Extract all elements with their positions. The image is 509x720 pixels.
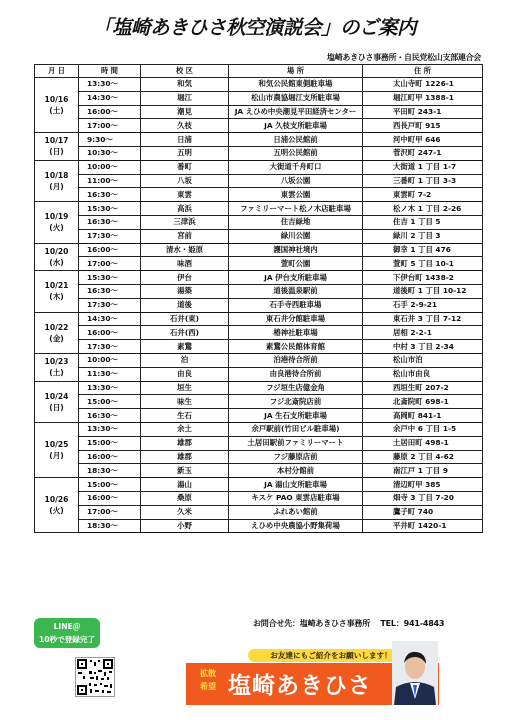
event-time: 15:00～ <box>79 478 141 492</box>
event-address: 居相 2-2-1 <box>363 326 483 340</box>
event-address: 堀江町甲 1388-1 <box>363 91 483 105</box>
event-place: 護国神社境内 <box>229 243 363 257</box>
event-time: 17:00～ <box>79 505 141 519</box>
event-place: JA えひめ中央潮見平田経済センター <box>229 105 363 119</box>
event-place: 大街道千舟町口 <box>229 160 363 174</box>
table-row <box>35 491 483 505</box>
event-district: 湯山 <box>141 478 229 492</box>
event-time: 10:30～ <box>79 146 141 160</box>
table-row <box>35 146 483 160</box>
event-district: 素鵞 <box>141 340 229 354</box>
event-district: 八坂 <box>141 174 229 188</box>
event-date-cell <box>35 133 79 161</box>
event-address: 萱町 5 丁目 10-1 <box>363 257 483 271</box>
event-address: 西長戸町 915 <box>363 119 483 133</box>
table-row <box>35 381 483 395</box>
event-time: 16:30～ <box>79 215 141 229</box>
table-row <box>35 215 483 229</box>
event-place: ふれあい館前 <box>229 505 363 519</box>
event-address: 西垣生町 207-2 <box>363 381 483 395</box>
event-place: 五明公民館前 <box>229 146 363 160</box>
table-row <box>35 243 483 257</box>
event-district: 堀江 <box>141 91 229 105</box>
event-district: 雄郡 <box>141 436 229 450</box>
event-address: 太山寺町 1226-1 <box>363 78 483 92</box>
header-district: 校 区 <box>141 65 229 78</box>
event-time: 16:00～ <box>79 491 141 505</box>
event-place: ファミリーマート松ノ木店駐車場 <box>229 202 363 216</box>
event-time: 15:30～ <box>79 271 141 285</box>
event-district: 和気 <box>141 78 229 92</box>
event-place: 素鵞公民館体育館 <box>229 340 363 354</box>
event-district: 高浜 <box>141 202 229 216</box>
event-district: 清水・姫原 <box>141 243 229 257</box>
event-district: 宮前 <box>141 229 229 243</box>
event-date: 10/17 <box>44 136 69 146</box>
event-time: 16:00～ <box>79 105 141 119</box>
event-weekday: (木) <box>49 292 64 302</box>
event-weekday: (土) <box>49 106 64 116</box>
event-place: 余戸駅前(竹田ビル駐車場) <box>229 422 363 436</box>
event-address: 土居田町 498-1 <box>363 436 483 450</box>
event-district: 久米 <box>141 505 229 519</box>
event-place: フジ藤原店前 <box>229 450 363 464</box>
table-row <box>35 478 483 492</box>
event-date: 10/23 <box>44 357 69 367</box>
event-place: 八坂公園 <box>229 174 363 188</box>
event-address: 住吉 1 丁目 5 <box>363 215 483 229</box>
table-header-row <box>35 65 483 78</box>
table-row <box>35 119 483 133</box>
event-address: 清辺町甲 385 <box>363 478 483 492</box>
contact-info: お問合せ先：塩崎あきひさ事務所 TEL：941-4843 <box>253 619 445 628</box>
table-row <box>35 505 483 519</box>
event-district: 久枝 <box>141 119 229 133</box>
schedule-body <box>35 78 483 533</box>
event-place: 住吉緑地 <box>229 215 363 229</box>
table-row <box>35 353 483 367</box>
event-place: JA 伊台支所駐車場 <box>229 271 363 285</box>
event-district: 三津浜 <box>141 215 229 229</box>
event-date-cell <box>35 312 79 353</box>
table-row <box>35 91 483 105</box>
event-weekday: (日) <box>49 147 64 157</box>
table-row <box>35 326 483 340</box>
event-address: 三番町 1 丁目 3-3 <box>363 174 483 188</box>
table-row <box>35 409 483 423</box>
event-place: 石手寺西駐車場 <box>229 298 363 312</box>
table-row <box>35 284 483 298</box>
event-district: 石井(東) <box>141 312 229 326</box>
candidate-photo <box>392 641 438 705</box>
event-place: 土居田駅前ファミリーマート <box>229 436 363 450</box>
event-address: 南江戸 1 丁目 9 <box>363 464 483 478</box>
event-time: 17:30～ <box>79 229 141 243</box>
event-address: 石手 2-9-21 <box>363 298 483 312</box>
event-date: 10/20 <box>44 246 69 256</box>
event-date: 10/21 <box>44 281 69 291</box>
event-district: 日浦 <box>141 133 229 147</box>
event-district: 道後 <box>141 298 229 312</box>
header-address: 住 所 <box>363 65 483 78</box>
table-row <box>35 160 483 174</box>
event-date: 10/19 <box>44 212 69 222</box>
event-date-cell <box>35 78 79 133</box>
table-row <box>35 464 483 478</box>
event-time: 13:30～ <box>79 422 141 436</box>
line-badge-subtitle: 10秒で登録完了 <box>38 635 96 644</box>
event-district: 由良 <box>141 367 229 381</box>
event-place: フジ垣生店億金角 <box>229 381 363 395</box>
spread-request-label <box>194 667 222 699</box>
event-district: 雄郡 <box>141 450 229 464</box>
event-district: 味酒 <box>141 257 229 271</box>
event-place: JA 生石支所駐車場 <box>229 409 363 423</box>
event-weekday: (月) <box>49 181 64 191</box>
event-district: 余土 <box>141 422 229 436</box>
event-address: 平田町 243-1 <box>363 105 483 119</box>
event-weekday: (月) <box>49 451 64 461</box>
event-time: 11:30～ <box>79 367 141 381</box>
event-time: 18:30～ <box>79 519 141 533</box>
event-place: 日浦公民館前 <box>229 133 363 147</box>
table-row <box>35 340 483 354</box>
event-time: 13:30～ <box>79 78 141 92</box>
event-district: 生石 <box>141 409 229 423</box>
event-time: 10:00～ <box>79 353 141 367</box>
event-time: 10:00～ <box>79 160 141 174</box>
event-weekday: (水) <box>49 257 64 267</box>
qr-code-image <box>76 658 114 696</box>
event-place: 由良港待合所前 <box>229 367 363 381</box>
event-time: 15:00～ <box>79 436 141 450</box>
event-time: 16:30～ <box>79 409 141 423</box>
event-time: 17:30～ <box>79 298 141 312</box>
event-address: 道後町 1 丁目 10-12 <box>363 284 483 298</box>
table-row <box>35 271 483 285</box>
table-row <box>35 78 483 92</box>
event-address: 藤原 2 丁目 4-62 <box>363 450 483 464</box>
event-date-cell <box>35 353 79 381</box>
qr-code[interactable] <box>75 657 115 697</box>
banner-tagline: お友達にもご紹介をお願いします！ <box>248 649 414 662</box>
event-time: 9:30～ <box>79 133 141 147</box>
schedule-table <box>34 64 483 533</box>
event-district: 湯築 <box>141 284 229 298</box>
event-weekday: (土) <box>49 368 64 378</box>
event-address: 高岡町 841-1 <box>363 409 483 423</box>
event-place: フジ北斎院店前 <box>229 395 363 409</box>
event-address: 東石井 3 丁目 7-12 <box>363 312 483 326</box>
line-badge[interactable] <box>34 618 100 648</box>
event-time: 16:00～ <box>79 326 141 340</box>
event-district: 桑原 <box>141 491 229 505</box>
event-place: 東石井分館駐車場 <box>229 312 363 326</box>
event-time: 14:30～ <box>79 312 141 326</box>
event-address: 緑川 2 丁目 3 <box>363 229 483 243</box>
event-time: 17:00～ <box>79 119 141 133</box>
event-district: 味生 <box>141 395 229 409</box>
event-time: 16:30～ <box>79 188 141 202</box>
event-district: 石井(西) <box>141 326 229 340</box>
event-date: 10/22 <box>44 322 69 332</box>
event-date-cell <box>35 271 79 312</box>
event-weekday: (火) <box>49 223 64 233</box>
event-district: 垣生 <box>141 381 229 395</box>
event-address: 鷹子町 740 <box>363 505 483 519</box>
table-row <box>35 133 483 147</box>
event-address: 松山市由良 <box>363 367 483 381</box>
event-date: 10/16 <box>44 95 69 105</box>
header-place: 場 所 <box>229 65 363 78</box>
table-row <box>35 519 483 533</box>
event-place: 道後温泉駅前 <box>229 284 363 298</box>
event-district: 伊台 <box>141 271 229 285</box>
table-row <box>35 450 483 464</box>
event-place: 緑川公園 <box>229 229 363 243</box>
event-time: 18:30～ <box>79 464 141 478</box>
event-address: 御幸 1 丁目 476 <box>363 243 483 257</box>
event-place: JA 湯山支所駐車場 <box>229 478 363 492</box>
event-date-cell <box>35 160 79 201</box>
event-date-cell <box>35 422 79 477</box>
table-row <box>35 174 483 188</box>
event-time: 16:00～ <box>79 450 141 464</box>
event-place: 松山市農協堀江支所駐車場 <box>229 91 363 105</box>
table-row <box>35 229 483 243</box>
event-time: 11:00～ <box>79 174 141 188</box>
event-address: 畑寺 3 丁目 7-20 <box>363 491 483 505</box>
table-row <box>35 105 483 119</box>
event-date-cell <box>35 381 79 422</box>
event-address: 平井町 1420-1 <box>363 519 483 533</box>
event-weekday: (日) <box>49 402 64 412</box>
event-address: 中村 3 丁目 2-34 <box>363 340 483 354</box>
event-place: 椿神社駐車場 <box>229 326 363 340</box>
event-time: 13:30～ <box>79 381 141 395</box>
spread-request-line1: 拡散 <box>200 669 216 678</box>
event-place: キスケ PAO 東雲店駐車場 <box>229 491 363 505</box>
event-weekday: (火) <box>49 506 64 516</box>
event-date: 10/26 <box>44 495 69 505</box>
table-row <box>35 436 483 450</box>
event-time: 15:30～ <box>79 202 141 216</box>
event-address: 東雲町 7-2 <box>363 188 483 202</box>
table-row <box>35 298 483 312</box>
table-row <box>35 188 483 202</box>
header-date: 月 日 <box>35 65 79 78</box>
event-time: 17:30～ <box>79 340 141 354</box>
table-row <box>35 395 483 409</box>
candidate-banner <box>186 647 439 705</box>
event-place: えひめ中央農協小野集荷場 <box>229 519 363 533</box>
event-address: 河中町甲 646 <box>363 133 483 147</box>
event-address: 菅沢町 247-1 <box>363 146 483 160</box>
header-time: 時 間 <box>79 65 141 78</box>
event-district: 番町 <box>141 160 229 174</box>
event-district: 潮見 <box>141 105 229 119</box>
event-address: 松ノ木 1 丁目 2-26 <box>363 202 483 216</box>
table-row <box>35 257 483 271</box>
event-date: 10/24 <box>44 391 69 401</box>
event-address: 北斎院町 698-1 <box>363 395 483 409</box>
event-district: 新玉 <box>141 464 229 478</box>
spread-request-line2: 希望 <box>200 682 216 691</box>
organizer-subtitle: 塩崎あきひさ事務所・自民党松山支部連合会 <box>327 53 481 62</box>
table-row <box>35 422 483 436</box>
event-date-cell <box>35 478 79 533</box>
event-date: 10/18 <box>44 170 69 180</box>
event-time: 16:30～ <box>79 284 141 298</box>
table-row <box>35 367 483 381</box>
event-district: 東雲 <box>141 188 229 202</box>
event-district: 小野 <box>141 519 229 533</box>
event-place: JA 久枝支所駐車場 <box>229 119 363 133</box>
event-time: 16:00～ <box>79 243 141 257</box>
event-address: 大街道 1 丁目 1-7 <box>363 160 483 174</box>
table-row <box>35 312 483 326</box>
event-time: 15:00～ <box>79 395 141 409</box>
event-date: 10/25 <box>44 440 69 450</box>
event-address: 松山市泊 <box>363 353 483 367</box>
event-date-cell <box>35 202 79 243</box>
event-address: 余戸中 6 丁目 1-5 <box>363 422 483 436</box>
table-row <box>35 202 483 216</box>
event-place: 泊港待合所前 <box>229 353 363 367</box>
line-badge-title: LINE＠ <box>53 622 81 631</box>
event-date-cell <box>35 243 79 271</box>
event-district: 五明 <box>141 146 229 160</box>
event-time: 17:00～ <box>79 257 141 271</box>
event-time: 14:30～ <box>79 91 141 105</box>
event-address: 下伊台町 1438-2 <box>363 271 483 285</box>
event-place: 和気公民館東側駐車場 <box>229 78 363 92</box>
event-place: 萱町公園 <box>229 257 363 271</box>
event-district: 泊 <box>141 353 229 367</box>
event-place: 本村分館前 <box>229 464 363 478</box>
candidate-name: 塩崎あきひさ <box>228 673 372 699</box>
page-title: 「塩崎あきひさ秋空演説会」のご案内 <box>92 16 416 39</box>
event-place: 東雲公園 <box>229 188 363 202</box>
event-weekday: (金) <box>49 333 64 343</box>
